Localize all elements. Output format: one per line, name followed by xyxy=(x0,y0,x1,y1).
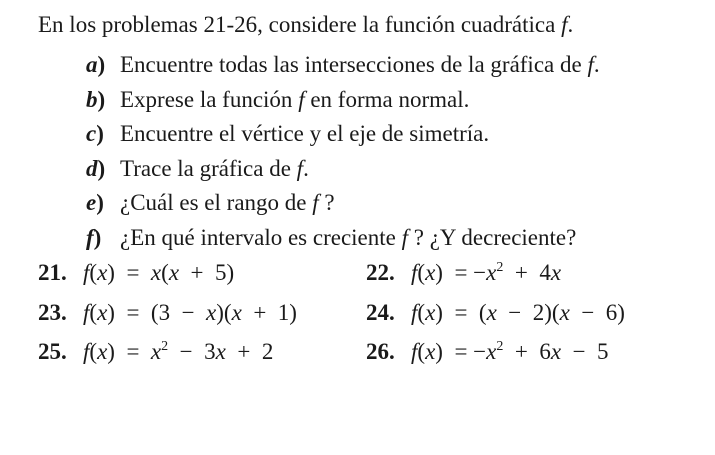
part-letter: c) xyxy=(86,121,104,146)
problem-number: 22. xyxy=(366,260,395,285)
part-text: Encuentre todas las intersecciones de la gráfica de f. xyxy=(120,52,600,77)
problem-number: 21. xyxy=(38,260,67,285)
problem-item xyxy=(366,298,625,328)
part-letter: a) xyxy=(86,52,106,77)
parts-list xyxy=(86,50,600,257)
problem-set-intro xyxy=(38,10,573,40)
part-text: ¿Cuál es el rango de f ? xyxy=(120,190,335,215)
part-letter: b) xyxy=(86,86,106,112)
part-text: Encuentre el vértice y el eje de simetría. xyxy=(120,121,490,146)
problem-expression: f(x) = (x − 2)(x − 6) xyxy=(411,299,625,325)
problem-number: 23. xyxy=(38,299,67,325)
problem-expression: f(x) = $-x^2$ + 6x − 5 xyxy=(411,339,609,364)
problem-item xyxy=(38,298,297,328)
problem-number: 24. xyxy=(366,299,395,325)
problem-expression: f(x) = $x^2$ − 3x + 2 xyxy=(83,339,274,364)
part-text: ¿En qué intervalo es creciente f ? ¿Y decreciente? xyxy=(120,224,577,250)
problem-item xyxy=(366,258,561,288)
part-item xyxy=(86,50,600,85)
problem-row xyxy=(38,258,698,298)
part-item xyxy=(86,119,600,154)
problem-number: 26. xyxy=(366,339,395,364)
part-text: Exprese la función f en forma normal. xyxy=(120,86,470,112)
part-letter: f) xyxy=(86,224,102,250)
part-letter: e) xyxy=(86,190,104,215)
part-letter: d) xyxy=(86,155,106,181)
problem-item xyxy=(38,337,273,367)
problem-row xyxy=(38,337,698,377)
problem-item xyxy=(38,258,234,288)
problem-row xyxy=(38,298,698,338)
part-item xyxy=(86,85,600,120)
intro-text: En los problemas 21-26, considere la función cuadrática xyxy=(38,12,562,37)
part-item xyxy=(86,223,600,258)
part-item xyxy=(86,188,600,223)
intro-function-var: f xyxy=(561,12,568,37)
part-item xyxy=(86,154,600,189)
problem-expression: f(x) = (3 − x)(x + 1) xyxy=(83,299,297,325)
intro-period: . xyxy=(567,12,574,37)
problem-expression: f(x) = $-x^2$ + 4x xyxy=(411,260,562,285)
problem-expression: f(x) = x(x + 5) xyxy=(83,260,235,285)
problem-number: 25. xyxy=(38,339,67,364)
problem-item xyxy=(366,337,609,367)
part-text: Trace la gráfica de f. xyxy=(120,155,309,181)
problems-grid xyxy=(38,258,698,377)
